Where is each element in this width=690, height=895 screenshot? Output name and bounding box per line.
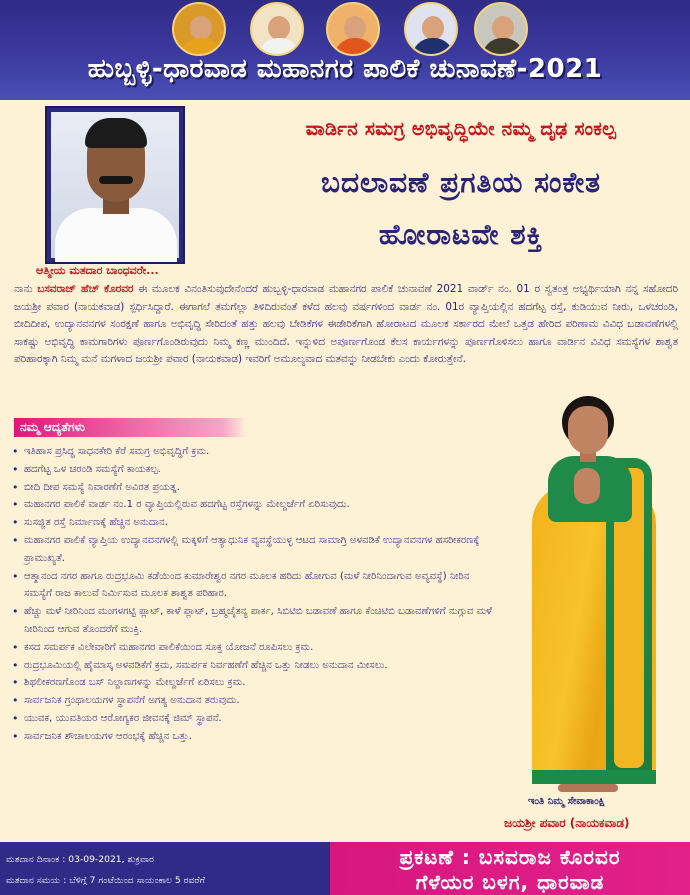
candidate-figure [518, 392, 668, 792]
priority-item: • ಹದಗೆಟ್ಟ ಒಳ ಚರಂಡಿ ಸಮಸ್ಯೆಗೆ ಕಾಯಕಲ್ಪ. [10, 461, 500, 479]
signature-closing: ಇಂತಿ ನಿಮ್ಮ ಸೇವಾಕಾಂಕ್ಷಿ [528, 796, 605, 807]
slogan-struggle: ಹೋರಾಟವೇ ಶಕ್ತಿ [378, 218, 544, 251]
priority-item: • ಕಸದ ಸಮರ್ಪಕ ವಿಲೇವಾರಿಗೆ ಮಹಾನಗರ ಪಾಲಿಕೆಯಿಂದ ಸೂಕ್ತ ಯೋಜನೆ ರೂಪಿಸಲು ಕ್ರಮ. [10, 639, 500, 657]
voting-time: ಮತದಾನ ಸಮಯ : ಬೆಳಿಗ್ಗೆ 7 ಗಂಟೆಯಿಂದ ಸಾಯಂಕಾಲ 5 ರವರೆಗೆ [6, 875, 205, 886]
priority-item: • ಸುಸಜ್ಜಿತ ರಸ್ತೆ ನಿರ್ಮಾಣಕ್ಕೆ ಹೆಚ್ಚಿನ ಅನುದಾನ. [10, 514, 500, 532]
publisher-line-1: ಪ್ರಕಟಣೆ : ಬಸವರಾಜ ಕೊರವರ [399, 845, 621, 869]
priority-item: • ಸಾರ್ವಜನಿಕ ಗ್ರಂಥಾಲಯಗಳ ಸ್ಥಾಪನೆಗೆ ಅಗತ್ಯ ಅನುದಾನ ತರುವುದು. [10, 692, 500, 710]
voting-info [0, 842, 330, 895]
priority-item: • ಸಾರ್ವಜನಿಕ ಶೌಚಾಲಯಗಳ ಆರಂಭಕ್ಕೆ ಹೆಚ್ಚಿನ ಒತ್ತು. [10, 728, 500, 746]
priority-item: • ಮಹಾನಗರ ಪಾಲಿಕೆ ವ್ಯಾಪ್ತಿಯ ಉದ್ಯಾನವನಗಳಲ್ಲಿ ಮಕ್ಕಳಿಗೆ ಆತ್ಯಾಧುನಿಕ ವ್ಯವಸ್ಥೆಯುಳ್ಳ ಆಟದ ಸಾಮಾಗ್ರಿ ಅಳವಡಿಕೆ ಉದ್ಯಾನವನಗಳ ಹಸರೀಕರಣಕ್ಕೆ ಪ್ರಾಮುಖ್ಯತೆ. [10, 532, 500, 568]
priority-item: • ಇತಿಹಾಸ ಪ್ರಸಿದ್ಧ ಸಾಧನಕೇರಿ ಕೆರೆ ಸಮಗ್ರ ಅಭಿವೃದ್ಧಿಗೆ ಕ್ರಮ. [10, 443, 500, 461]
appeal-name: ಬಸವರಾಜ್ ಹೆಚ್ ಕೊರವರ [37, 283, 134, 295]
priorities-heading: ನಮ್ಮ ಆದ್ಯತೆಗಳು [14, 418, 246, 437]
leader-portrait-2 [250, 2, 304, 56]
appeal-paragraph [14, 281, 678, 369]
signature-name: ಜಯಶ್ರೀ ಪವಾರ (ನಾಯಕವಾಡ) [504, 816, 630, 830]
priority-item: • ಹೆಚ್ಚು ಮಳೆ ನೀರಿನಿಂದ ಮಂಗಳಗಟ್ಟಿ ಪ್ಲಾಟ್, ಕಾಳೆ ಪ್ಲಾಟ್, ಬ್ರಹ್ಮಚೈತನ್ಯ ಪಾರ್ಕ, ಸಿಬಿಟಿಬಿ ಬಡಾವಣೆ ಹಾಗೂ ಕೆಂಚಿಟಿಬಿ ಬಡಾವಣೆಗಳಿಗೆ ನುಗ್ಗುವ ಮಳೆ ನೀರಿನಿಂದ ಆಗುವ ತೊಂದರೆಗೆ ಮುಕ್ತಿ. [10, 603, 500, 639]
appeal-body: ಈ ಮೂಲಕ ವಿನಂತಿಸುವುದೇನೆಂದರೆ ಹುಬ್ಬಳ್ಳಿ-ಧಾರವಾಡ ಮಹಾನಗರ ಪಾಲಿಕೆ ಚುನಾವಣೆ 2021 ವಾರ್ಡ್ ನಂ. 01 ರ ಸ್ವತಂತ್ರ ಅಭ್ಯರ್ಥಿಯಾಗಿ ನನ್ನ ಸಹೋದರಿ ಜಯಶ್ರೀ ಪವಾರ (ನಾಯಕವಾಡ) ಸ್ಪರ್ಧಿಸಿದ್ದಾರೆ. ಈಗಾಗಲೆ ತಮಗೆಲ್ಲಾ ತಿಳಿದಿರುವಂತೆ ಕಳೆದ ಹಲವು ವರ್ಷಗಳಿಂದ ವಾರ್ಡ ನಂ. 01ರ ವ್ಯಾಪ್ತಿಯಲ್ಲಿನ ಹದಗೆಟ್ಟ ರಸ್ತೆ, ಕುಡಿಯುವ ನೀರು, ಒಳಚರಂಡಿ, ಬೀದಿದೀಪ, ಉದ್ಯಾನವನಗಳ ಸಂರಕ್ಷಣೆ ಹಾಗೂ ಅಭಿವೃದ್ಧಿ ಸೇರಿದಂತೆ ಹತ್ತು ಹಲವು ಬೇಡಿಕೆಗಳ ಈಡೇರಿಕೆಗಾಗಿ ಹೋರಾಟದ ಮೂಲಕ ಸರ್ಕಾರದ ಮೇಲೆ ಒತ್ತಡ ಹೇರಿದ ಪರಿಣಾಮ ವಿವಿಧ ಬಡಾವಣೆಗಳಲ್ಲಿ ಸಾಕಷ್ಟು ಅಭಿವೃದ್ಧಿ ಕಾಮಗಾರಿಗಳು ಪೂರ್ಣಗೊಂಡಿರುವುದು ನಿಮ್ಮ ಕಣ್ಣ ಮುಂದಿದೆ. ಇನ್ನುಳಿದ ಅಪೂರ್ಣಗೊಂಡ ಕೆಲಸ ಕಾರ್ಯಗಳನ್ನು ಪೂರ್ಣಗೊಳಿಸಲು ಹಾಗೂ ವಾರ್ಡಿನ ವಿವಿಧ ಸಮಸ್ಯೆಗಳ ಶಾಶ್ವತ ಪರಿಹಾರಕ್ಕಾಗಿ ನಿಮ್ಮ ಮನೆ ಮಗಳಾದ ಜಯಶ್ರೀ ಪವಾರ (ನಾಯಕವಾಡ) ಇವರಿಗೆ ಅಮೂಲ್ಯವಾದ ಮತವನ್ನು ನೀಡಬೇಕು ಎಂದು ಕೋರುತ್ತೇನೆ. [14, 283, 678, 366]
leader-portrait-4 [404, 2, 458, 56]
priority-item: • ಆತ್ಮಾನಂದ ನಗರ ಹಾಗೂ ರುದ್ರಭೂಮಿ ಕಡೆಯಿಂದ ಕುಮಾರೇಶ್ವರ ನಗರ ಮೂಲಕ ಹರಿದು ಹೋಗುವ (ಮಳೆ ನೀರಿನಿಂದಾಗುವ ಅವ್ಯವಸ್ಥೆ) ನೀರಿನ ಸಮಸ್ಯೆಗೆ ರಾಜ ಕಾಲುವೆ ನಿರ್ಮಿಸುವ ಮೂಲಕ ಶಾಶ್ವತ ಪರಿಹಾರ. [10, 568, 500, 604]
leader-portrait-3 [326, 2, 380, 56]
priority-item: • ಯುವಕ, ಯುವತಿಯರ ಆರೋಗ್ಯಕರ ಜೀವನಕ್ಕೆ ಜಿಮ್ ಸ್ಥಾಪನೆ. [10, 710, 500, 728]
leader-portrait-5 [474, 2, 528, 56]
leader-portraits [172, 2, 532, 58]
priority-item: • ಬೀದಿ ದೀಪ ಸಮಸ್ಯೆ ನಿವಾರಣೆಗೆ ಅವಿರತ ಪ್ರಯತ್ನ. [10, 479, 500, 497]
appeal-prefix: ನಾನು [14, 283, 38, 295]
priority-item: • ಮಹಾನಗರ ಪಾಲಿಕೆ ವಾರ್ಡ ನಂ.1 ರ ವ್ಯಾಪ್ತಿಯಲ್ಲಿರುವ ಹದಗೆಟ್ಟ ರಸ್ತೆಗಳನ್ನು ಮೇಲ್ದರ್ಜೆಗೆ ಏರಿಸುವುದು. [10, 496, 500, 514]
priorities-list [10, 443, 500, 746]
leader-portrait-1 [172, 2, 226, 56]
priority-item: • ಶಿಥಲೀಕರಣಗೊಂಡ ಬಸ್ ನಿಲ್ದಾಣಗಳನ್ನು ಮೇಲ್ದರ್ಜೆಗೆ ಏರಿಸಲು ಕ್ರಮ. [10, 674, 500, 692]
slogan-resolve: ವಾರ್ಡಿನ ಸಮಗ್ರ ಅಭಿವೃದ್ಧಿಯೇ ನಮ್ಮ ದೃಢ ಸಂಕಲ್ಪ [305, 118, 617, 140]
greeting: ಆತ್ಮೀಯ ಮತದಾರ ಬಾಂಧವರೇ... [36, 264, 159, 277]
publisher-line-2: ಗೆಳೆಯರ ಬಳಗ, ಧಾರವಾಡ [415, 870, 605, 894]
header-banner [0, 0, 690, 100]
publisher-box [330, 842, 690, 895]
slogan-change: ಬದಲಾವಣೆ ಪ್ರಗತಿಯ ಸಂಕೇತ [321, 166, 601, 199]
candidate-photo [45, 106, 185, 264]
voting-date: ಮತದಾನ ದಿನಾಂಕ : 03-09-2021, ಶುಕ್ರವಾರ [6, 854, 154, 865]
election-title: ಹುಬ್ಬಳ್ಳಿ-ಧಾರವಾಡ ಮಹಾನಗರ ಪಾಲಿಕೆ ಚುನಾವಣೆ-2021 [87, 54, 603, 84]
priority-item: • ರುದ್ರಭೂಮಿಯಲ್ಲಿ ಹೈಮಾಸ್ಕ ಅಳವಡಿಕೆಗೆ ಕ್ರಮ, ಸಮರ್ಪಕ ನಿರ್ವಹಣೆಗೆ ಹೆಚ್ಚಿನ ಒತ್ತು ನೀಡಲು ಅನುದಾನ ಮೀಸಲು. [10, 657, 500, 675]
